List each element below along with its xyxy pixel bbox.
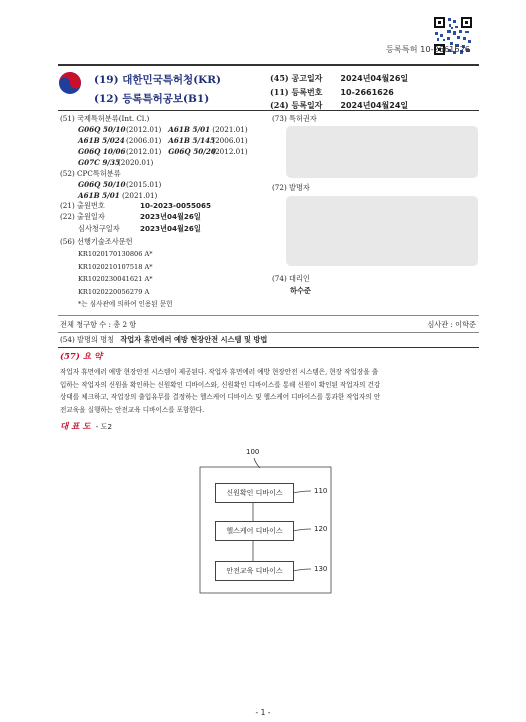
office-line-12: (12) 등록특허공보(B1) <box>94 93 210 105</box>
pub-row: (24) 등록일자 2024년04월24일 <box>270 100 409 110</box>
app-no: 10-2023-0055065 <box>140 201 211 210</box>
healthcare-device-box: 헬스케어 디바이스 <box>215 521 294 541</box>
ipc-row: A61B 5/024(2006.01) A61B 5/145(2006.01) <box>78 136 248 145</box>
app-date-label: (22) 출원일자 <box>60 212 105 221</box>
prior-item: KR1020220056279 A <box>78 287 150 296</box>
office-line-19: (19) 대한민국특허청(KR) <box>94 74 221 86</box>
agent-label: (74) 대리인 <box>272 274 310 283</box>
app-date: 2023년04월26일 <box>140 212 201 221</box>
prior-item: KR1020170130806 A* <box>78 250 153 258</box>
cpc-title: (52) CPC특허분류 <box>60 169 121 178</box>
app-no-label: (21) 출원번호 <box>60 201 105 210</box>
ipc-row: G06Q 10/06(2012.01) G06Q 50/20(2012.01) <box>78 147 248 156</box>
page-number: - 1 - <box>255 708 271 717</box>
figure-ref-120: 120 <box>314 525 328 533</box>
prior-note: *는 심사관에 의하여 인용된 문헌 <box>78 300 173 308</box>
prior-item: KR1020230041621 A* <box>78 275 153 283</box>
invention-title-label: (54) 발명의 명칭 <box>60 335 115 344</box>
ipc-row: G07C 9/35(2020.01) <box>78 158 154 167</box>
abstract-line: 입하는 작업자의 신원을 확인하는 신원확인 디바이스와, 신원확인 디바이스를 통해 신원이 확인된 작업자의 건강 <box>60 380 381 389</box>
invention-title-text: 작업자 휴먼에러 예방 현장안전 시스템 및 방법 <box>120 335 268 344</box>
figure-ref-100: 100 <box>246 448 260 456</box>
cpc-row: A61B 5/01 (2021.01) <box>78 191 158 200</box>
agent-name: 하수준 <box>290 286 311 295</box>
cpc-row: G06Q 50/10(2015.01) <box>78 180 162 189</box>
examiner: 심사관 : 이학준 <box>427 320 476 329</box>
prior-title: (56) 선행기술조사문헌 <box>60 237 133 246</box>
pub-row: (11) 등록번호 10-2661626 <box>270 86 394 97</box>
claims-total: 전체 청구항 수 : 총 2 항 <box>60 320 137 329</box>
header-reg-value: 10-2661626 <box>420 44 470 54</box>
header-reg-label: 등록특허 <box>385 44 418 54</box>
rep-drawing-label: 대 표 도 <box>60 422 91 432</box>
patentee-label: (73) 특허권자 <box>272 114 317 123</box>
exam-label: 심사청구일자 <box>78 224 120 233</box>
abstract-line: 상태를 체크하고, 작업장의 출입유무를 결정하는 헬스케어 디바이스 및 헬스케어 디바이스를 통과한 작업자의 안 <box>60 393 381 401</box>
prior-item: KR1020210107518 A* <box>78 262 153 271</box>
exam-date: 2023년04월26일 <box>140 224 201 233</box>
identity-device-box: 신원확인 디바이스 <box>215 483 294 503</box>
inventor-label: (72) 발명자 <box>272 183 310 192</box>
figure-ref-110: 110 <box>314 487 328 495</box>
abstract-label: (57) 요 약 <box>60 352 103 362</box>
ipc-row: G06Q 50/10(2012.01) A61B 5/01 (2021.01) <box>78 125 248 134</box>
ipc-title: (51) 국제특허분류(Int. Cl.) <box>60 114 150 123</box>
pub-row: (45) 공고일자 2024년04월26일 <box>270 73 409 83</box>
figure-ref-130: 130 <box>314 565 328 573</box>
abstract-line: 작업자 휴먼에러 예방 현장안전 시스템이 제공된다. 작업자 휴먼에러 예방 현장안전 시스템은, 현장 작업장을 출 <box>60 368 379 376</box>
abstract-line: 전교육을 실행하는 안전교육 디바이스를 포함한다. <box>60 405 205 414</box>
safety-education-device-box: 안전교육 디바이스 <box>215 561 294 581</box>
rep-drawing-value: - 도2 <box>95 422 113 431</box>
